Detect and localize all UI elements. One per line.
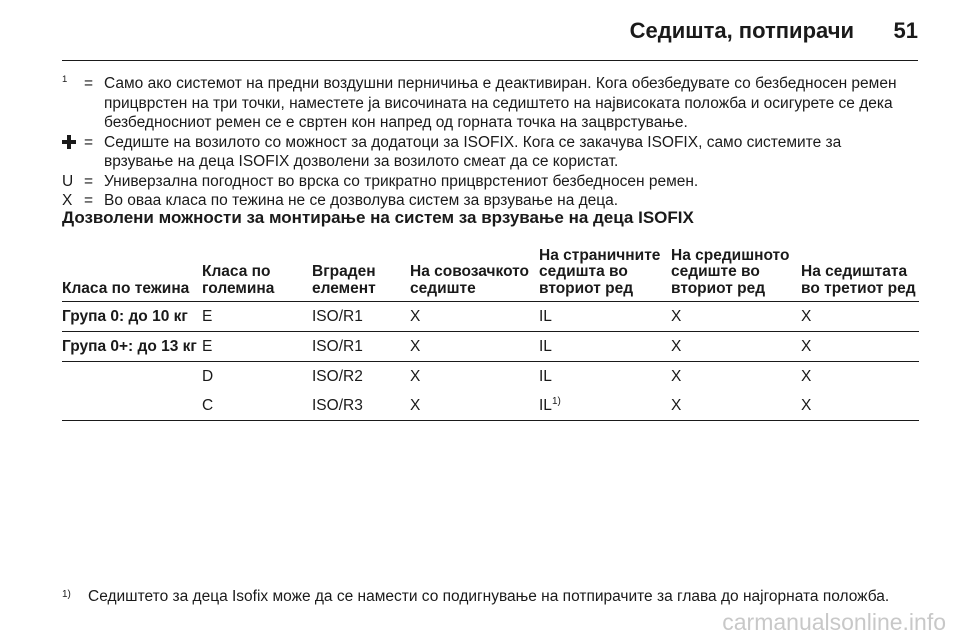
watermark: carmanualsonline.info xyxy=(722,609,946,635)
cell-value: IL xyxy=(539,397,552,414)
plus-icon xyxy=(62,135,76,149)
legend xyxy=(62,74,930,211)
legend-item xyxy=(62,133,930,172)
cell-size-class: D xyxy=(202,368,214,385)
cell-center-rear: X xyxy=(671,397,682,414)
cell-weight-class: Група 0+: до 13 кг xyxy=(62,338,197,355)
legend-text: Универзална погодност во врска со трикратно прицврстениот безбедносен ремен. xyxy=(104,172,699,190)
legend-item xyxy=(62,172,930,192)
cell-third-row: X xyxy=(801,397,812,414)
legend-symbol xyxy=(62,133,84,172)
cell-weight-class: Група 0: до 10 кг xyxy=(62,308,188,325)
header-divider xyxy=(62,60,918,61)
footnote-ref: 1) xyxy=(551,395,561,407)
legend-symbol: X xyxy=(62,192,73,209)
cell-outer-rear xyxy=(539,368,552,385)
cell-front-passenger: X xyxy=(410,338,421,355)
column-header: На страничните седишта во вториот ред xyxy=(539,246,661,297)
column-header: На средишното седиште во вториот ред xyxy=(671,246,790,297)
column-header: На совозачкото седиште xyxy=(410,263,530,297)
cell-third-row: X xyxy=(801,338,812,355)
footnote xyxy=(62,588,926,606)
cell-front-passenger: X xyxy=(410,368,421,385)
legend-symbol: U xyxy=(62,172,74,190)
cell-outer-rear xyxy=(539,308,552,325)
column-header: Класа по тежина xyxy=(62,279,190,297)
cell-center-rear: X xyxy=(671,368,682,385)
header-title: Седишта, потпирачи xyxy=(629,18,854,43)
cell-front-passenger: X xyxy=(410,308,421,325)
cell-value: IL xyxy=(539,368,552,385)
table-row xyxy=(62,302,919,332)
column-header: Вграден елемент xyxy=(312,263,376,297)
column-header: На седиштата во третиот ред xyxy=(801,263,916,297)
cell-fixture: ISO/R1 xyxy=(312,308,363,325)
page-header xyxy=(62,18,918,58)
legend-symbol: 1 xyxy=(62,74,68,85)
column-header: Класа по големина xyxy=(202,263,275,297)
legend-text: Само ако системот на предни воздушни перничиња е деактивиран. Кога обезбедувате со безбедносен ремен прицврстен на три точки, наместете ја височината на седиштето на највисоката положба и осигурете се дека безбедносниот ремен се е свртен кон напред од горната точка на зацврстување. xyxy=(104,75,897,131)
cell-fixture: ISO/R1 xyxy=(312,338,363,355)
legend-equals: = xyxy=(84,75,94,92)
footnote-mark: 1) xyxy=(62,589,71,600)
cell-third-row: X xyxy=(801,368,812,385)
cell-outer-rear xyxy=(539,338,552,355)
cell-size-class: C xyxy=(202,397,214,414)
cell-center-rear: X xyxy=(671,338,682,355)
isofix-table xyxy=(62,248,919,421)
cell-front-passenger: X xyxy=(410,397,421,414)
table-row xyxy=(62,362,919,391)
cell-value: IL xyxy=(539,308,552,325)
section-title: Дозволени можности за монтирање на систем за врзување на деца ISOFIX xyxy=(62,208,694,227)
cell-fixture: ISO/R2 xyxy=(312,368,363,385)
legend-equals: = xyxy=(84,133,94,151)
legend-text: Во оваа класа по тежина не се дозволува систем за врзување на деца. xyxy=(104,192,619,209)
table-row xyxy=(62,391,919,421)
cell-outer-rear xyxy=(539,397,561,414)
footnote-text: Седиштето за деца Isofix може да се намести со подигнување на потпирачите за глава до најгорната положба. xyxy=(88,588,890,605)
cell-size-class: E xyxy=(202,338,213,355)
legend-equals: = xyxy=(84,172,94,190)
legend-equals: = xyxy=(84,192,94,209)
cell-center-rear: X xyxy=(671,308,682,325)
table-row xyxy=(62,332,919,362)
cell-third-row: X xyxy=(801,308,812,325)
page-number: 51 xyxy=(893,18,918,43)
legend-item xyxy=(62,74,930,133)
cell-size-class: E xyxy=(202,308,213,325)
cell-fixture: ISO/R3 xyxy=(312,397,363,414)
table-header xyxy=(62,248,919,302)
legend-text: Седиште на возилото со можност за додатоци за ISOFIX. Кога се закачува ISOFIX, само системите за врзување на деца ISOFIX дозволени за возилото смеат да се користат. xyxy=(104,133,842,170)
cell-value: IL xyxy=(539,338,552,355)
